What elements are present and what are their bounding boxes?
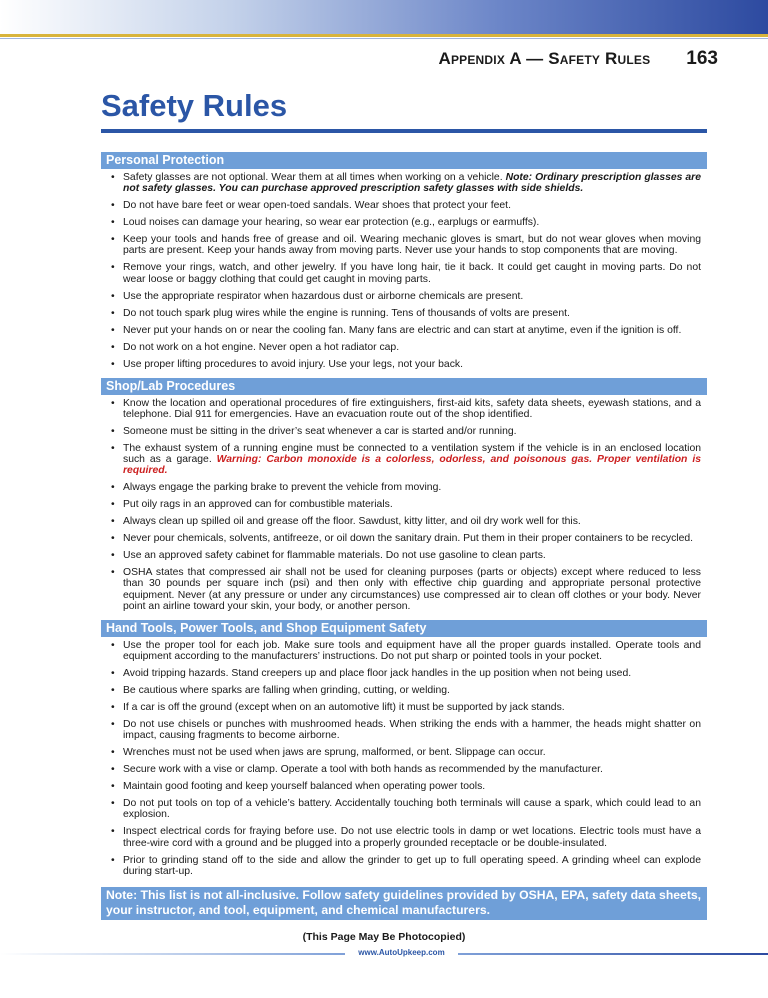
rule-item: [101, 781, 707, 792]
rule-item: [101, 291, 707, 302]
section-header: Personal Protection: [101, 152, 707, 169]
rule-item: [101, 172, 707, 194]
rule-item: [101, 308, 707, 319]
top-gradient-bar: [0, 0, 768, 34]
rule-item: [101, 764, 707, 775]
rule-item: [101, 325, 707, 336]
rule-item: [101, 499, 707, 510]
page-number: 163: [686, 48, 718, 69]
rule-text: Secure work with a vise or clamp. Operate a tool with both hands as recommended by the manufacturer.: [123, 764, 603, 776]
rule-text: Avoid tripping hazards. Stand creepers up and place floor jack handles in the up position when not being used.: [123, 668, 632, 680]
final-note: Note: This list is not all-inclusive. Follow safety guidelines provided by OSHA, EPA, safety data sheets, your instructor, and tool, equipment, and chemical manufacturers.: [101, 887, 707, 920]
rule-item: [101, 482, 707, 493]
running-head: [438, 48, 718, 70]
section-header: Hand Tools, Power Tools, and Shop Equipment Safety: [101, 620, 707, 637]
rule-item: [101, 200, 707, 211]
rule-text: The exhaust system of a running engine must be connected to a ventilation system if the vehicle is in an enclosed location such as a garage.: [123, 442, 701, 466]
rule-text: Always engage the parking brake to prevent the vehicle from moving.: [123, 482, 442, 494]
rule-text: Do not work on a hot engine. Never open a hot radiator cap.: [123, 341, 400, 353]
rule-text: Do not touch spark plug wires while the engine is running. Tens of thousands of volts are present.: [123, 307, 570, 319]
rule-text: Loud noises can damage your hearing, so wear ear protection (e.g., earplugs or earmuffs).: [123, 217, 540, 229]
top-gold-rule: [0, 34, 768, 37]
rule-item: [101, 217, 707, 228]
rule-text: Do not use chisels or punches with mushroomed heads. When striking the ends with a hammer, the heads might shatter on impact, causing fragments to become airborne.: [123, 719, 701, 742]
rule-text: Know the location and operational procedures of fire extinguishers, first-aid kits, safety data sheets, eyewash stations, and a telephone. Dial 911 for emergencies. Have an evacuation route out of the shop identified.: [123, 397, 701, 420]
rule-item: [101, 426, 707, 437]
rule-item: [101, 533, 707, 544]
rule-item: [101, 747, 707, 758]
website-link[interactable]: www.AutoUpkeep.com: [358, 948, 445, 957]
page-title: Safety Rules: [101, 88, 288, 123]
rule-text: Safety glasses are not optional. Wear them at all times when working on a vehicle.: [123, 172, 503, 183]
top-blue-rule: [0, 38, 768, 39]
rules-content: [101, 152, 707, 920]
rule-text: Never pour chemicals, solvents, antifreeze, or oil down the sanitary drain. Put them in their proper containers to be recycled.: [123, 533, 694, 545]
rule-list: [101, 637, 707, 885]
rule-item: [101, 359, 707, 370]
rule-text: Inspect electrical cords for fraying before use. Do not use electric tools in damp or wet locations. Electric tools must have a three-wire cord with a ground and be plugged into a properly grounded receptacle or be double-insulated.: [123, 826, 701, 849]
rule-text: Use the proper tool for each job. Make sure tools and equipment have all the proper guards installed. Operate tools and equipment according to the manufacturers’ instructions. Do not put sharp or pointed tools in your pocket.: [123, 639, 701, 663]
rule-text: Put oily rags in an approved can for combustible materials.: [123, 499, 393, 511]
rule-item: [101, 685, 707, 696]
rule-item: [101, 798, 707, 820]
rule-text: Keep your tools and hands free of grease and oil. Wearing mechanic gloves is smart, but do not wear gloves when moving parts are present. Keep your hands away from moving parts. Never use your hands to stop components that are moving.: [123, 234, 701, 257]
rule-warning: Warning: Carbon monoxide is a colorless, odorless, and poisonous gas. Proper ventilation is required.: [123, 454, 701, 477]
rule-text: Use an approved safety cabinet for flammable materials. Do not use gasoline to clean parts.: [123, 550, 546, 562]
rule-text: Prior to grinding stand off to the side and allow the grinder to get up to full operating speed. A grinding wheel can explode during start-up.: [123, 854, 701, 877]
rule-item: [101, 398, 707, 420]
rule-item: [101, 550, 707, 561]
rule-item: [101, 668, 707, 679]
section-header: Shop/Lab Procedures: [101, 378, 707, 395]
rule-text: Do not have bare feet or wear open-toed sandals. Wear shoes that protect your feet.: [123, 200, 511, 212]
rule-item: [101, 234, 707, 256]
rule-item: [101, 516, 707, 527]
rule-item: [101, 342, 707, 353]
rule-text: Use the appropriate respirator when hazardous dust or airborne chemicals are present.: [123, 290, 524, 302]
rule-item: [101, 640, 707, 662]
photocopy-notice: (This Page May Be Photocopied): [302, 931, 466, 943]
rule-text: If a car is off the ground (except when on an automotive lift) it must be supported by jack stands.: [123, 702, 565, 714]
rule-item: [101, 567, 707, 612]
rule-text: OSHA states that compressed air shall not be used for cleaning purposes (parts or objects) except where reduced to less than 30 pounds per square inch (psi) and then only with effective chip guarding and appropriate personal protective equipment. Never (at any pressure or under any circumstances) use compressed air to clean off clothes or your body. Never point an airline toward your skin, your body, or another person.: [123, 567, 701, 612]
rule-item: [101, 855, 707, 877]
rule-text: Maintain good footing and keep yourself balanced when operating power tools.: [123, 781, 486, 793]
rule-item: [101, 702, 707, 713]
rule-text: Be cautious where sparks are falling when grinding, cutting, or welding.: [123, 685, 450, 697]
rule-item: [101, 262, 707, 284]
rule-item: [101, 826, 707, 848]
title-rule: [101, 129, 707, 133]
rule-item: [101, 443, 707, 477]
appendix-title: Appendix A — Safety Rules: [438, 49, 651, 68]
rule-text: Use proper lifting procedures to avoid injury. Use your legs, not your back.: [123, 358, 463, 370]
rule-text: Wrenches must not be used when jaws are sprung, malformed, or bent. Slippage can occur.: [123, 747, 546, 759]
rule-text: Never put your hands on or near the cooling fan. Many fans are electric and can start at anytime, even if the ignition is off.: [123, 324, 682, 336]
rule-text: Do not put tools on top of a vehicle’s battery. Accidentally touching both terminals will cause a spark, which could lead to an explosion.: [123, 798, 701, 821]
rule-text: Always clean up spilled oil and grease off the floor. Sawdust, kitty litter, and oil dry work well for this.: [123, 516, 581, 528]
footer-rule-left: [0, 953, 345, 955]
rule-text: Someone must be sitting in the driver’s seat whenever a car is started and/or running.: [123, 425, 517, 437]
rule-list: [101, 395, 707, 620]
rule-note: Note: Ordinary prescription glasses are not safety glasses. You can purchase approved prescription safety glasses with side shields.: [123, 172, 702, 195]
rule-text: Remove your rings, watch, and other jewelry. If you have long hair, tie it back. It could get caught in moving parts. Do not wear loose or baggy clothing that could get caught in moving parts.: [123, 262, 701, 285]
rule-list: [101, 169, 707, 378]
footer-rule-right: [458, 953, 768, 955]
rule-item: [101, 719, 707, 741]
